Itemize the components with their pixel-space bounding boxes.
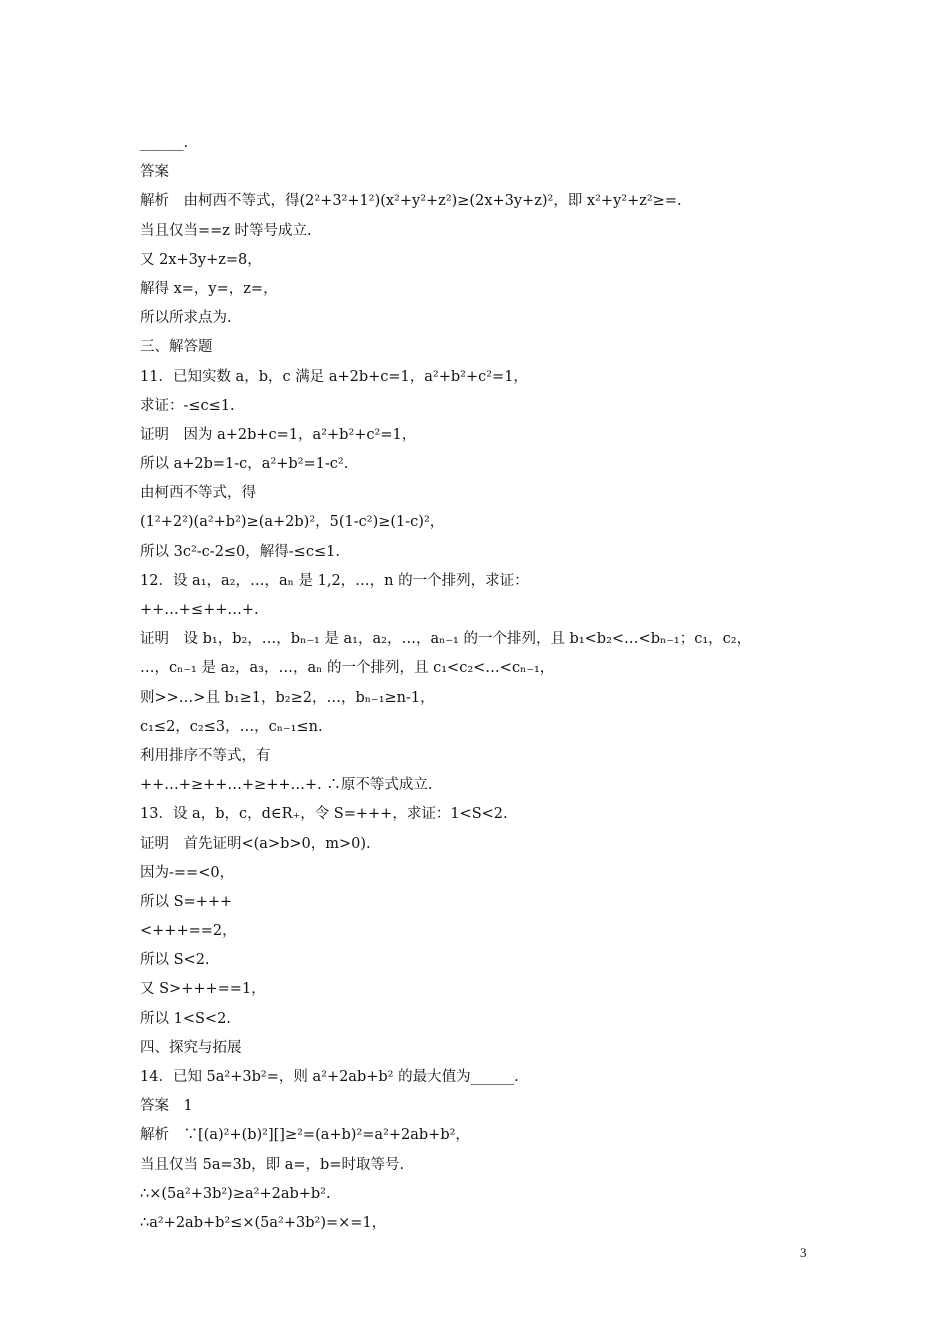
text-line: 证明 首先证明<(a>b>0，m>0). (140, 835, 371, 852)
text-line: 由柯西不等式，得 (140, 485, 256, 502)
text-line: 答案 (140, 164, 169, 181)
text-line: 利用排序不等式，有 (140, 747, 271, 764)
section-heading: 四、探究与拓展 (140, 1039, 242, 1056)
section-heading: 三、解答题 (140, 339, 213, 356)
problem-statement: 14．已知 5a²+3b²=，则 a²+2ab+b² 的最大值为______. (140, 1069, 519, 1085)
text-line: 因为-==<0， (140, 864, 235, 881)
text-line: ∴a²+2ab+b²≤×(5a²+3b²)=×=1， (140, 1214, 387, 1231)
text-line: c₁≤2，c₂≤3，…，cₙ₋₁≤n. (140, 718, 323, 735)
text-line: 求证：-≤c≤1. (140, 397, 235, 414)
text-line: 解得 x=，y=，z=， (140, 280, 278, 297)
problem-statement: 13．设 a，b，c，d∈R₊，令 S=+++，求证：1<S<2. (140, 806, 508, 823)
text-line: <+++==2， (140, 923, 237, 940)
text-line: 证明 设 b₁，b₂，…，bₙ₋₁ 是 a₁，a₂，…，aₙ₋₁ 的一个排列，且 b₁<b₂<…<bₙ₋₁；c₁，c₂， (140, 631, 752, 648)
text-line: (1²+2²)(a²+b²)≥(a+2b)²，5(1-c²)≥(1-c)²， (140, 514, 445, 531)
text-line: 又 S>+++==1， (140, 981, 266, 998)
problem-statement: 12．设 a₁，a₂，…，aₙ 是 1,2，…，n 的一个排列，求证： (140, 572, 529, 589)
document-body (140, 129, 820, 1238)
text-line: 当且仅当==z 时等号成立. (140, 222, 312, 239)
text-line: ∴×(5a²+3b²)≥a²+2ab+b². (140, 1185, 331, 1202)
text-line: ______. (140, 135, 189, 151)
text-line: 答案 1 (140, 1098, 193, 1115)
problem-statement: 11．已知实数 a，b，c 满足 a+2b+c=1，a²+b²+c²=1， (140, 368, 528, 385)
text-line: 当且仅当 5a=3b，即 a=，b=时取等号. (140, 1156, 405, 1173)
text-line: 证明 因为 a+2b+c=1，a²+b²+c²=1， (140, 426, 417, 443)
text-line: 所以 1<S<2. (140, 1010, 231, 1027)
text-line: ++…+≤++…+. (140, 602, 259, 618)
text-line: …，cₙ₋₁ 是 a₂，a₃，…，aₙ 的一个排列，且 c₁<c₂<…<cₙ₋₁， (140, 660, 555, 677)
text-line: 所以 3c²-c-2≤0，解得-≤c≤1. (140, 543, 340, 560)
text-line: 所以 S=+++ (140, 893, 233, 910)
text-line: 所以所求点为. (140, 310, 232, 327)
text-line: 所以 S<2. (140, 952, 210, 969)
text-line: 解析 ∵[(a)²+(b)²][]≥²=(a+b)²=a²+2ab+b²， (140, 1127, 470, 1144)
page-number: 3 (800, 1245, 807, 1260)
text-line: 解析 由柯西不等式，得(2²+3²+1²)(x²+y²+z²)≥(2x+3y+z)²，即 x²+y²+z²≥=. (140, 193, 682, 210)
text-line: ++…+≥++…+≥++…+. ∴原不等式成立. (140, 777, 433, 794)
text-line: 又 2x+3y+z=8， (140, 251, 262, 268)
text-line: 所以 a+2b=1-c，a²+b²=1-c². (140, 456, 349, 473)
text-line: 则>>…>且 b₁≥1，b₂≥2，…，bₙ₋₁≥n-1， (140, 689, 435, 706)
